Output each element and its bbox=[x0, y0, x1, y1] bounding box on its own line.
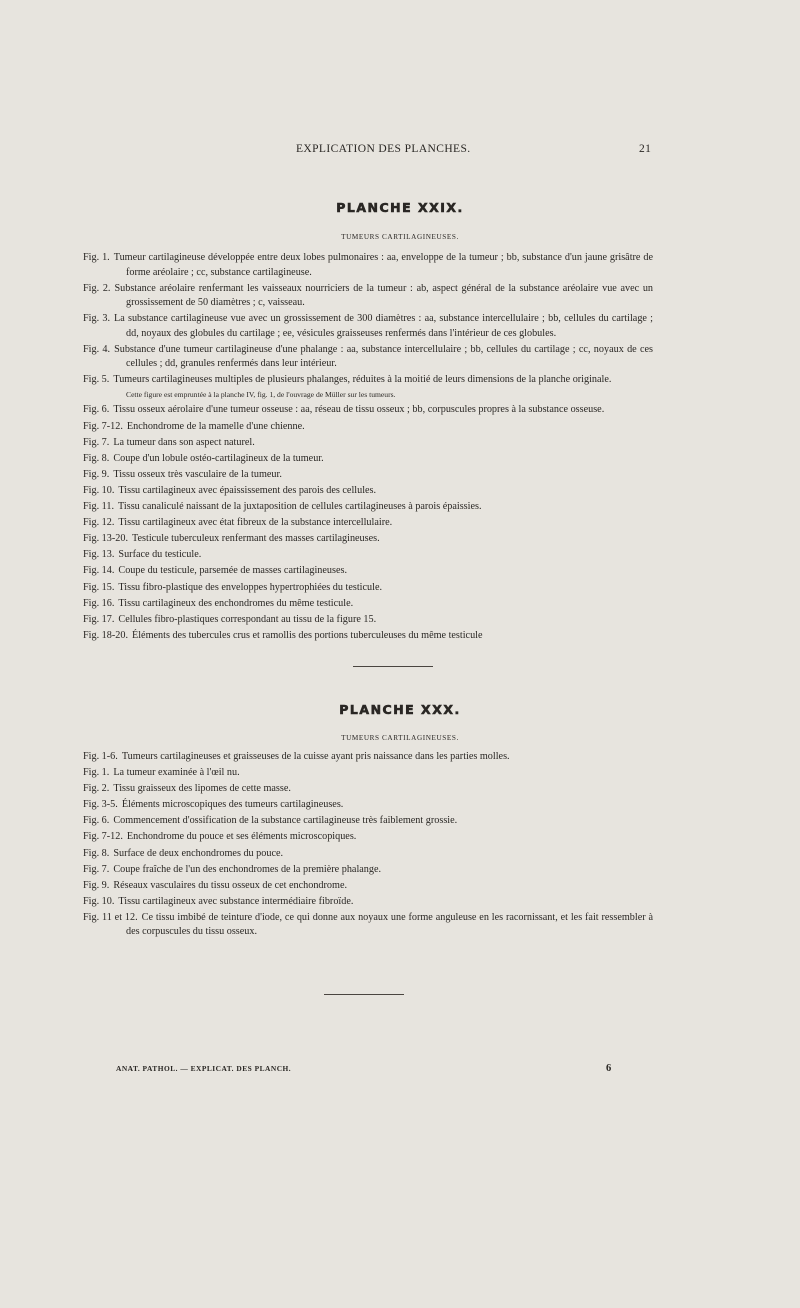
figure-text: Tissu fibro-plastique des enveloppes hypertrophiées du testicule. bbox=[118, 581, 383, 593]
figure-text: Substance aréolaire renfermant les vaisseaux nourriciers de la tumeur : ab, aspect général de la substance aréolaire vue avec un grossissement de 50 diamètres ; c, vaisseau. bbox=[114, 282, 653, 309]
plate-29-figure-list bbox=[83, 251, 653, 645]
plate-29-title: PLANCHE XXIX. bbox=[336, 200, 464, 215]
figure-entry bbox=[83, 373, 653, 388]
figure-text: Tissu graisseux des lipomes de cette masse. bbox=[113, 783, 291, 795]
plate-30-figure-list bbox=[83, 750, 653, 942]
figure-label: Fig. 11 et 12. bbox=[83, 911, 138, 923]
figure-entry bbox=[83, 312, 653, 341]
figure-entry bbox=[83, 468, 653, 483]
figure-entry bbox=[83, 798, 653, 813]
figure-entry bbox=[83, 911, 653, 940]
figure-label: Fig. 17. bbox=[83, 613, 115, 625]
figure-label: Fig. 7. bbox=[83, 436, 110, 448]
figure-entry bbox=[83, 766, 653, 781]
figure-label: Fig. 2. bbox=[83, 282, 111, 294]
figure-text: Tumeur cartilagineuse développée entre deux lobes pulmonaires : aa, enveloppe de la tumeur ; bb, substance d'un jaune grisâtre de forme aréolaire ; cc, substance cartilagineuse. bbox=[113, 252, 653, 278]
figure-text: Réseaux vasculaires du tissu osseux de cet enchondrome. bbox=[113, 879, 348, 891]
figure-text: Tumeurs cartilagineuses multiples de plusieurs phalanges, réduites à la moitié de leurs dimensions de la planche originale. bbox=[113, 374, 612, 386]
figure-entry bbox=[83, 564, 653, 579]
figure-label: Fig. 14. bbox=[83, 565, 115, 577]
figure-entry bbox=[83, 847, 653, 862]
figure-entry bbox=[83, 484, 653, 499]
figure-label: Fig. 12. bbox=[83, 517, 115, 529]
figure-text: Testicule tuberculeux renfermant des masses cartilagineuses. bbox=[132, 533, 380, 545]
figure-label: Fig. 8. bbox=[83, 452, 110, 464]
figure-label: Fig. 6. bbox=[83, 815, 110, 827]
figure-text: La tumeur dans son aspect naturel. bbox=[113, 436, 255, 448]
figure-entry bbox=[83, 830, 653, 845]
figure-label: Fig. 7-12. bbox=[83, 831, 123, 843]
figure-label: Fig. 1. bbox=[83, 252, 110, 263]
section-divider bbox=[353, 666, 433, 667]
figure-label: Fig. 16. bbox=[83, 597, 115, 609]
figure-text: Cellules fibro-plastiques correspondant au tissu de la figure 15. bbox=[118, 613, 377, 625]
figure-text: Tissu cartilagineux avec substance intermédiaire fibroïde. bbox=[118, 895, 354, 907]
figure-label: Fig. 10. bbox=[83, 484, 115, 496]
figure-entry bbox=[83, 814, 653, 829]
figure-label: Fig. 1-6. bbox=[83, 751, 118, 762]
figure-text: Tissu osseux très vasculaire de la tumeur. bbox=[113, 468, 282, 480]
figure-label: Fig. 13. bbox=[83, 549, 115, 561]
figure-entry bbox=[83, 452, 653, 467]
figure-text: La substance cartilagineuse vue avec un grossissement de 300 diamètres : aa, substance intercellulaire ; bb, cellules du cartilage ; dd, noyaux des globules du cartilage ; ee, vésicules graisseuses renfermés dans l'intérieur de ces globules. bbox=[114, 313, 653, 339]
signature-number: 6 bbox=[606, 1063, 612, 1074]
figure-entry bbox=[83, 782, 653, 797]
figure-entry bbox=[83, 251, 653, 280]
figure-label: Fig. 7-12. bbox=[83, 420, 123, 432]
figure-entry bbox=[83, 532, 653, 547]
figure-text: Tissu cartilagineux avec épaississement des parois des cellules. bbox=[118, 484, 377, 496]
figure-entry bbox=[83, 895, 653, 910]
figure-entry bbox=[83, 597, 653, 612]
figure-note: Cette figure est empruntée à la planche IV, fig. 1, de l'ouvrage de Müller sur les tumeurs. bbox=[126, 390, 396, 400]
figure-text: Surface de deux enchondromes du pouce. bbox=[113, 847, 284, 859]
figure-text: Éléments des tubercules crus et ramollis des portions tuberculeuses du même testicule bbox=[132, 629, 483, 641]
figure-entry bbox=[83, 879, 653, 894]
figure-entry bbox=[83, 282, 653, 311]
figure-label: Fig. 1. bbox=[83, 767, 110, 779]
figure-text: Tissu osseux aérolaire d'une tumeur osseuse : aa, réseau de tissu osseux ; bb, corpuscules propres à la substance osseuse. bbox=[113, 404, 605, 416]
figure-label: Fig. 4. bbox=[83, 343, 111, 355]
figure-label: Fig. 6. bbox=[83, 404, 110, 416]
figure-entry bbox=[83, 613, 653, 628]
plate-30-subtitle: TUMEURS CARTILAGINEUSES. bbox=[341, 734, 459, 742]
figure-label: Fig. 9. bbox=[83, 879, 110, 891]
figure-label: Fig. 5. bbox=[83, 374, 110, 386]
figure-label: Fig. 3-5. bbox=[83, 799, 118, 811]
figure-text: Enchondrome du pouce et ses éléments microscopiques. bbox=[126, 831, 357, 843]
running-title: EXPLICATION DES PLANCHES. bbox=[296, 143, 471, 155]
figure-label: Fig. 9. bbox=[83, 468, 110, 480]
figure-text: Coupe d'un lobule ostéo-cartilagineux de la tumeur. bbox=[113, 452, 324, 464]
figure-entry bbox=[83, 420, 653, 435]
figure-text: Enchondrome de la mamelle d'une chienne. bbox=[126, 420, 305, 432]
figure-text: Tissu canaliculé naissant de la juxtaposition de cellules cartilagineuses à parois épaissies. bbox=[118, 501, 482, 513]
section-divider bbox=[324, 994, 404, 995]
figure-text: Ce tissu imbibé de teinture d'iode, ce qui donne aux noyaux une forme anguleuse en les racornissant, et les fait ressembler à des corpuscules du tissu osseux. bbox=[126, 911, 653, 938]
figure-label: Fig. 7. bbox=[83, 863, 110, 875]
figure-entry bbox=[83, 863, 653, 878]
figure-text: Éléments microscopiques des tumeurs cartilagineuses. bbox=[121, 799, 344, 811]
footer-signature: ANAT. PATHOL. — EXPLICAT. DES PLANCH. bbox=[116, 1064, 292, 1073]
figure-entry bbox=[83, 581, 653, 596]
figure-text: Coupe du testicule, parsemée de masses cartilagineuses. bbox=[118, 565, 347, 577]
figure-label: Fig. 13-20. bbox=[83, 533, 128, 545]
figure-text: Substance d'une tumeur cartilagineuse d'une phalange : aa, substance intercellulaire ; bb, cellules du cartilage ; cc, noyaux de ces cellules ; dd, granules renfermés dans leur intérieur. bbox=[114, 343, 653, 370]
figure-text: Coupe fraîche de l'un des enchondromes de la première phalange. bbox=[113, 863, 382, 875]
figure-entry bbox=[83, 750, 653, 765]
figure-label: Fig. 15. bbox=[83, 581, 115, 593]
figure-label: Fig. 10. bbox=[83, 895, 115, 907]
figure-entry bbox=[83, 500, 653, 515]
figure-text: Tissu cartilagineux des enchondromes du même testicule. bbox=[118, 597, 354, 609]
figure-entry bbox=[83, 343, 653, 372]
plate-29-subtitle: TUMEURS CARTILAGINEUSES. bbox=[341, 233, 459, 241]
figure-label: Fig. 11. bbox=[83, 501, 115, 513]
figure-entry bbox=[83, 629, 653, 644]
figure-entry bbox=[83, 516, 653, 531]
figure-entry bbox=[83, 548, 653, 563]
figure-label: Fig. 18-20. bbox=[83, 629, 128, 641]
figure-label: Fig. 3. bbox=[83, 313, 111, 325]
figure-text: La tumeur examinée à l'œil nu. bbox=[113, 767, 240, 779]
page-number: 21 bbox=[639, 143, 652, 155]
figure-entry bbox=[83, 403, 653, 418]
plate-30-title: PLANCHE XXX. bbox=[339, 702, 461, 717]
figure-text: Tissu cartilagineux avec état fibreux de la substance intercellulaire. bbox=[118, 517, 393, 529]
figure-label: Fig. 8. bbox=[83, 847, 110, 859]
figure-text: Commencement d'ossification de la substance cartilagineuse très faiblement grossie. bbox=[113, 815, 458, 827]
figure-text: Surface du testicule. bbox=[118, 549, 202, 561]
figure-entry bbox=[83, 436, 653, 451]
figure-text: Tumeurs cartilagineuses et graisseuses de la cuisse ayant pris naissance dans les parties molles. bbox=[121, 751, 510, 762]
figure-label: Fig. 2. bbox=[83, 783, 110, 795]
